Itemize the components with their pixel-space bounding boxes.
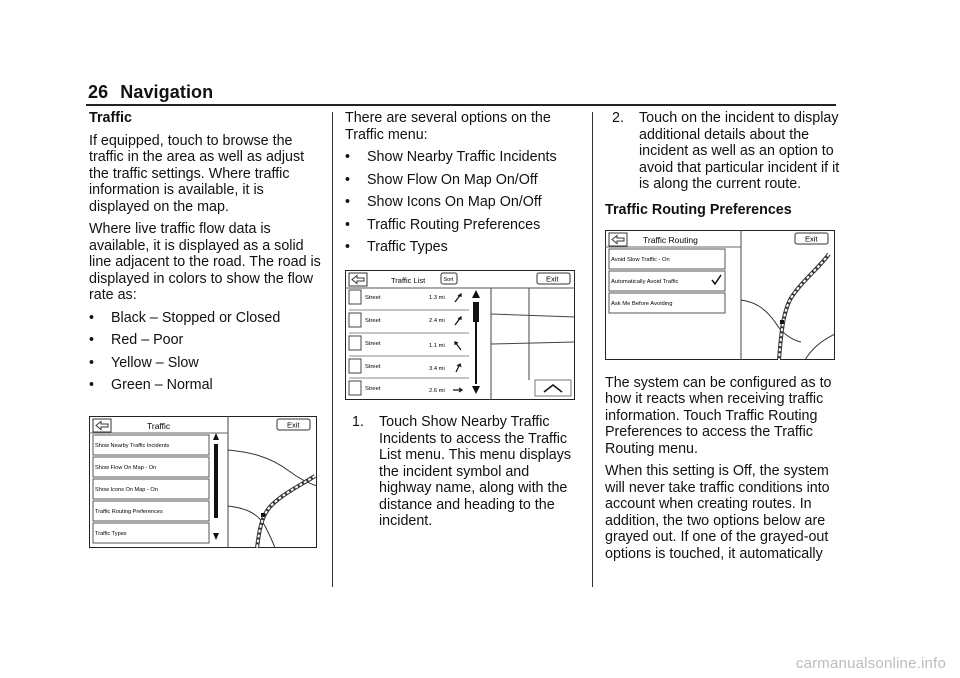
svg-text:Ask Me Before Avoiding: Ask Me Before Avoiding <box>611 301 673 307</box>
bullet: • <box>89 377 95 393</box>
bullet: • <box>345 239 351 255</box>
bullet-item: • Traffic Routing Preferences <box>345 216 541 233</box>
bullet-item: • Red – Poor <box>89 332 184 348</box>
page-header <box>88 82 213 103</box>
traffic-routing-heading: Traffic Routing Preferences <box>605 201 792 218</box>
svg-text:Show Flow On Map - On: Show Flow On Map - On <box>95 464 157 471</box>
bullet-item: • Show Icons On Map On/Off <box>345 194 542 210</box>
paragraph: Where live traffic flow data is available, it is displayed as a solid line adjacent to the road. The road is displayed in colors to show the flow rate as: <box>89 221 321 303</box>
screen-title: Traffic <box>147 420 171 431</box>
paragraph: The system can be configured as to how it reacts when receiving traffic information. Touch Traffic Routing Preferences to access the Traffic Routing menu. <box>605 374 832 457</box>
svg-text:Street: Street <box>365 385 381 392</box>
svg-text:Show Icons On Map - On: Show Icons On Map - On <box>95 486 158 493</box>
svg-text:Traffic Types: Traffic Types <box>95 530 127 537</box>
menu-item[interactable] <box>93 457 209 477</box>
svg-text:Street: Street <box>365 294 381 301</box>
step-2: 2. Touch on the incident to display additional details about the incident as well as an option to avoid that particular incident if it is along the current route. <box>612 110 840 192</box>
menu-item[interactable] <box>609 271 725 291</box>
bullet: • <box>345 216 351 233</box>
vehicle-icon <box>780 320 784 324</box>
svg-text:2.6 mi: 2.6 mi <box>429 387 445 394</box>
column-divider <box>592 112 593 587</box>
bullet-item: • Show Flow On Map On/Off <box>345 171 538 188</box>
traffic-routing-screenshot <box>605 230 841 365</box>
collapse-button <box>535 380 571 396</box>
svg-text:Sort: Sort <box>443 276 454 283</box>
bullet-item: • Show Nearby Traffic Incidents <box>345 149 557 165</box>
watermark: carmanualsonline.info <box>795 655 946 672</box>
svg-text:Avoid Slow Traffic - On: Avoid Slow Traffic - On <box>611 257 670 263</box>
svg-text:Street: Street <box>365 340 381 347</box>
exit-button[interactable] <box>795 233 828 244</box>
bullet: • <box>345 194 351 210</box>
svg-text:1.3 mi: 1.3 mi <box>429 294 445 301</box>
bullet-item: • Black – Stopped or Closed <box>89 309 281 326</box>
header-rule <box>86 104 836 106</box>
traffic-menu-screenshot <box>89 416 321 553</box>
menu-item[interactable] <box>609 293 725 313</box>
bullet: • <box>89 309 95 326</box>
paragraph: There are several options on the Traffic menu: <box>345 110 551 143</box>
svg-text:Show Nearby Traffic Incidents: Show Nearby Traffic Incidents <box>95 442 170 449</box>
svg-text:2.4 mi: 2.4 mi <box>429 317 445 324</box>
bullet-item: • Green – Normal <box>89 377 213 393</box>
back-arrow-icon[interactable] <box>349 273 367 286</box>
bullet: • <box>345 149 351 165</box>
svg-text:Street: Street <box>365 363 381 370</box>
sort-button[interactable] <box>441 273 457 284</box>
svg-text:Traffic Routing Preferences: Traffic Routing Preferences <box>95 508 163 515</box>
back-arrow-icon[interactable] <box>609 233 627 246</box>
bullet: • <box>89 332 95 348</box>
paragraph: If equipped, touch to browse the traffic in the area as well as adjust the traffic settings. Where traffic information is available, it is displayed on the map. <box>89 132 305 215</box>
step-1: 1. Touch Show Nearby Traffic Incidents to access the Traffic List menu. This menu displays the incident symbol and highway name, along with the distance and heading to the incident. <box>352 414 572 529</box>
bullet: • <box>345 171 351 188</box>
svg-text:Exit: Exit <box>287 420 300 429</box>
menu-item[interactable] <box>93 479 209 499</box>
screen-title: Traffic Routing <box>643 235 698 245</box>
bullet-item: • Yellow – Slow <box>89 354 199 371</box>
svg-text:Exit: Exit <box>805 234 818 244</box>
screen-title: Traffic List <box>391 275 426 285</box>
traffic-heading: Traffic <box>89 110 132 126</box>
svg-text:Automatically Avoid Traffic: Automatically Avoid Traffic <box>611 279 679 285</box>
bullet: • <box>89 354 95 371</box>
column-1 <box>89 110 321 562</box>
svg-text:3.4 mi: 3.4 mi <box>429 365 445 372</box>
exit-button[interactable] <box>537 273 570 284</box>
vehicle-icon <box>261 513 265 517</box>
bullet-item: • Traffic Types <box>345 239 448 255</box>
svg-text:Exit: Exit <box>546 274 559 283</box>
svg-text:1.1 mi: 1.1 mi <box>429 342 445 349</box>
exit-button[interactable] <box>277 419 310 430</box>
traffic-list-screenshot <box>345 270 581 405</box>
section-title: Navigation <box>120 82 214 102</box>
menu-item[interactable] <box>609 249 725 269</box>
svg-text:Street: Street <box>365 317 381 324</box>
column-divider <box>332 112 333 587</box>
page-number: 26 <box>88 82 109 102</box>
column-2 <box>345 110 581 536</box>
paragraph: When this setting is Off, the system will never take traffic conditions into account when creating routes. In addition, the two options below are grayed out. If one of the grayed-out options is touched, it automatically <box>605 463 830 562</box>
menu-item[interactable] <box>93 501 209 521</box>
column-3 <box>605 110 841 568</box>
menu-item[interactable] <box>93 523 209 543</box>
back-arrow-icon[interactable] <box>93 419 111 432</box>
menu-item[interactable] <box>93 435 209 455</box>
